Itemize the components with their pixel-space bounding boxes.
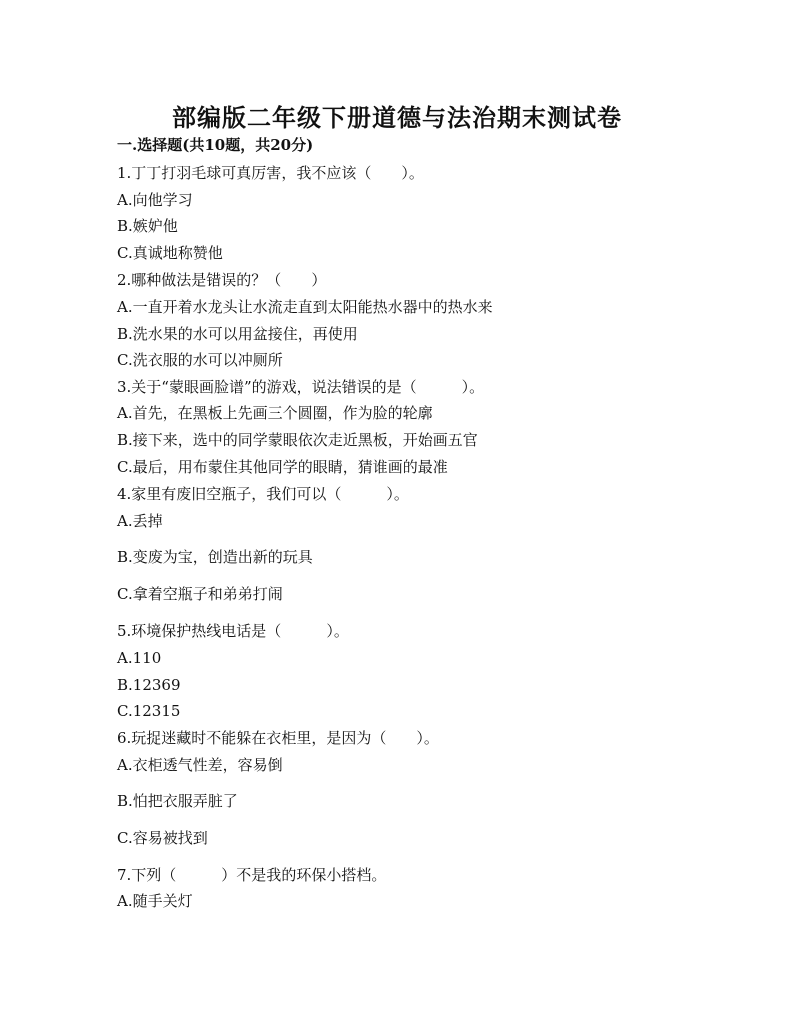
question-option: A.向他学习 <box>117 191 193 209</box>
section-heading: 一.选择题(共10题，共20分) <box>117 136 314 154</box>
question-option: C.最后，用布蒙住其他同学的眼睛，猜谁画的最准 <box>117 458 448 476</box>
question-stem: 2.哪种做法是错误的？（ ） <box>117 271 327 289</box>
question-stem: 6.玩捉迷藏时不能躲在衣柜里，是因为（ ）。 <box>117 729 439 747</box>
question-option: C.拿着空瓶子和弟弟打闹 <box>117 585 283 603</box>
question-stem: 1.丁丁打羽毛球可真厉害，我不应该（ ）。 <box>117 164 424 182</box>
question-stem: 4.家里有废旧空瓶子，我们可以（ ）。 <box>117 485 409 503</box>
question-option: A.110 <box>117 649 162 667</box>
question-option: C.容易被找到 <box>117 829 208 847</box>
question-option: B.12369 <box>117 676 181 694</box>
question-option: A.衣柜透气性差，容易倒 <box>117 756 283 774</box>
question-stem: 5.环境保护热线电话是（ ）。 <box>117 622 349 640</box>
question-option: A.一直开着水龙头让水流走直到太阳能热水器中的热水来 <box>117 298 493 316</box>
question-option: C.洗衣服的水可以冲厕所 <box>117 351 283 369</box>
question-option: B.接下来，选中的同学蒙眼依次走近黑板，开始画五官 <box>117 431 478 449</box>
question-option: C.真诚地称赞他 <box>117 244 223 262</box>
question-stem: 3.关于“蒙眼画脸谱”的游戏，说法错误的是（ ）。 <box>117 378 485 396</box>
question-option: B.变废为宝，创造出新的玩具 <box>117 548 313 566</box>
question-stem: 7.下列（ ）不是我的环保小搭档。 <box>117 866 387 884</box>
question-option: A.丢掉 <box>117 512 163 530</box>
question-option: B.嫉妒他 <box>117 217 178 235</box>
page-title: 部编版二年级下册道德与法治期末测试卷 <box>172 103 622 132</box>
question-option: B.怕把衣服弄脏了 <box>117 792 238 810</box>
question-option: C.12315 <box>117 702 181 720</box>
question-option: A.首先，在黑板上先画三个圆圈，作为脸的轮廓 <box>117 404 433 422</box>
question-option: B.洗水果的水可以用盆接住，再使用 <box>117 325 358 343</box>
question-option: A.随手关灯 <box>117 892 193 910</box>
